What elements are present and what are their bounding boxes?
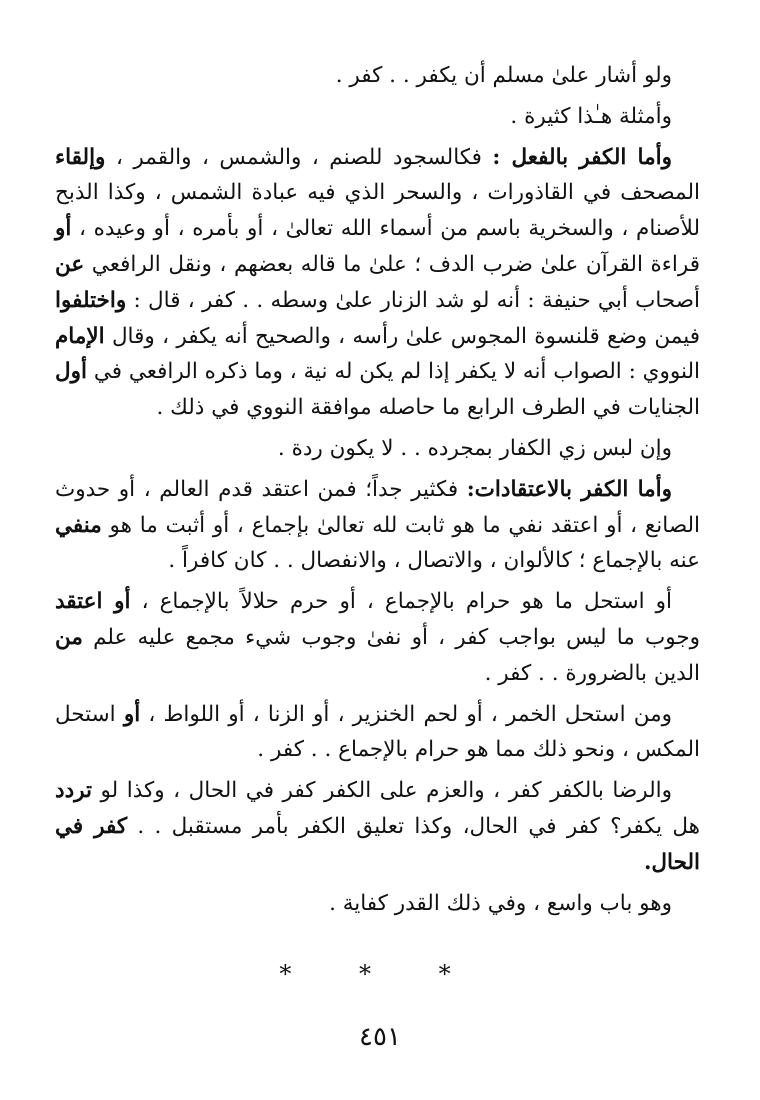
text-run: النووي : الصواب أنه لا يكفر إذا لم يكن له نية ، وما ذكره الرافعي في (86, 359, 700, 385)
bold-term: وإلقاء (55, 144, 106, 170)
bold-term: أو (55, 216, 72, 242)
page-number: ٤٥١ (359, 1022, 401, 1052)
paragraph-p2 (55, 99, 700, 135)
bold-term: وأما الكفر بالاعتقادات: (466, 476, 672, 502)
paragraph-p8 (55, 773, 700, 880)
body-text (55, 58, 700, 926)
bold-term: عن (55, 251, 85, 277)
bold-term: من (55, 624, 83, 650)
text-run: وجوب ما ليس بواجب كفر ، أو نفىٰ وجوب شيء مجمع عليه علم (82, 624, 700, 650)
text-run: استحل المكس ، ونحو ذلك مما هو حرام بالإجماع . . كفر . (55, 701, 700, 763)
text-run: فكثير جداً؛ فمن اعتقد قدم العالم ، أو حدوث الصانع ، أو اعتقد نفي ما هو ثابت لله تعالىٰ بإجماع ، أو أثبت ما هو (55, 476, 700, 538)
bold-term: أو اعتقد (55, 589, 131, 615)
bold-term: أو (123, 701, 141, 727)
bold-term: وأما الكفر بالفعل : (492, 144, 672, 170)
paragraph-p1 (55, 58, 700, 94)
bold-term: واختلفوا (55, 287, 127, 313)
text-run: ولو أشار علىٰ مسلم أن يكفر . . كفر . (335, 63, 672, 88)
paragraph-p7 (55, 697, 700, 769)
text-run: وإن لبس زي الكفار بمجرده . . لا يكون ردة . (277, 435, 672, 461)
text-run: أو استحل ما هو حرام بالإجماع ، أو حرم حلالاً بالإجماع ، (130, 589, 672, 615)
text-run: والرضا بالكفر كفر ، والعزم على الكفر كفر في الحال ، وكذا لو (92, 778, 672, 804)
text-run: هل يكفر؟ كفر في الحال، وكذا تعليق الكفر بأمر مستقبل . . (127, 813, 700, 839)
text-run: أصحاب أبي حنيفة : أنه لو شد الزنار علىٰ وسطه . . كفر ، قال : (126, 287, 700, 313)
text-run: وهو باب واسع ، وفي ذلك القدر كفاية . (329, 890, 672, 916)
paragraph-p4 (55, 431, 700, 467)
bold-term: الإمام (55, 323, 105, 349)
bold-term: تردد (55, 778, 92, 804)
bold-term: أول (55, 359, 87, 385)
section-separator: * * * (279, 960, 481, 988)
text-run: فيمن وضع قلنسوة المجوس علىٰ رأسه ، والصحيح أنه يكفر ، وقال (104, 323, 700, 349)
text-run: الجنايات في الطرف الرابع ما حاصله موافقة النووي في ذلك . (156, 395, 700, 421)
text-run: قراءة القرآن علىٰ ضرب الدف ؛ علىٰ ما قاله بعضهم ، ونقل الرافعي (84, 251, 700, 277)
text-run: وأمثلة هـٰذا كثيرة . (510, 103, 672, 129)
text-run: عنه بالإجماع ؛ كالألوان ، والاتصال ، والانفصال . . كان كافراً . (168, 548, 700, 574)
text-run: المصحف في القاذورات ، والسحر الذي فيه عبادة الشمس ، وكذا الذبح للأصنام ، والسخرية باسم من أسماء الله تعالىٰ ، أو بأمره ، أو وعيده ، (55, 180, 700, 242)
text-run: فكالسجود للصنم ، والشمس ، والقمر ، (105, 144, 493, 170)
paragraph-p9 (55, 886, 700, 922)
paragraph-p6 (55, 584, 700, 691)
bold-term: منفي (55, 512, 102, 538)
paragraph-p3 (55, 140, 700, 426)
text-run: ومن استحل الخمر ، أو لحم الخنزير ، أو الزنا ، أو اللواط ، (140, 701, 672, 727)
paragraph-p5 (55, 472, 700, 579)
bold-term: كفر في الحال. (55, 813, 700, 875)
text-run: الدين بالضرورة . . كفر . (484, 660, 700, 686)
